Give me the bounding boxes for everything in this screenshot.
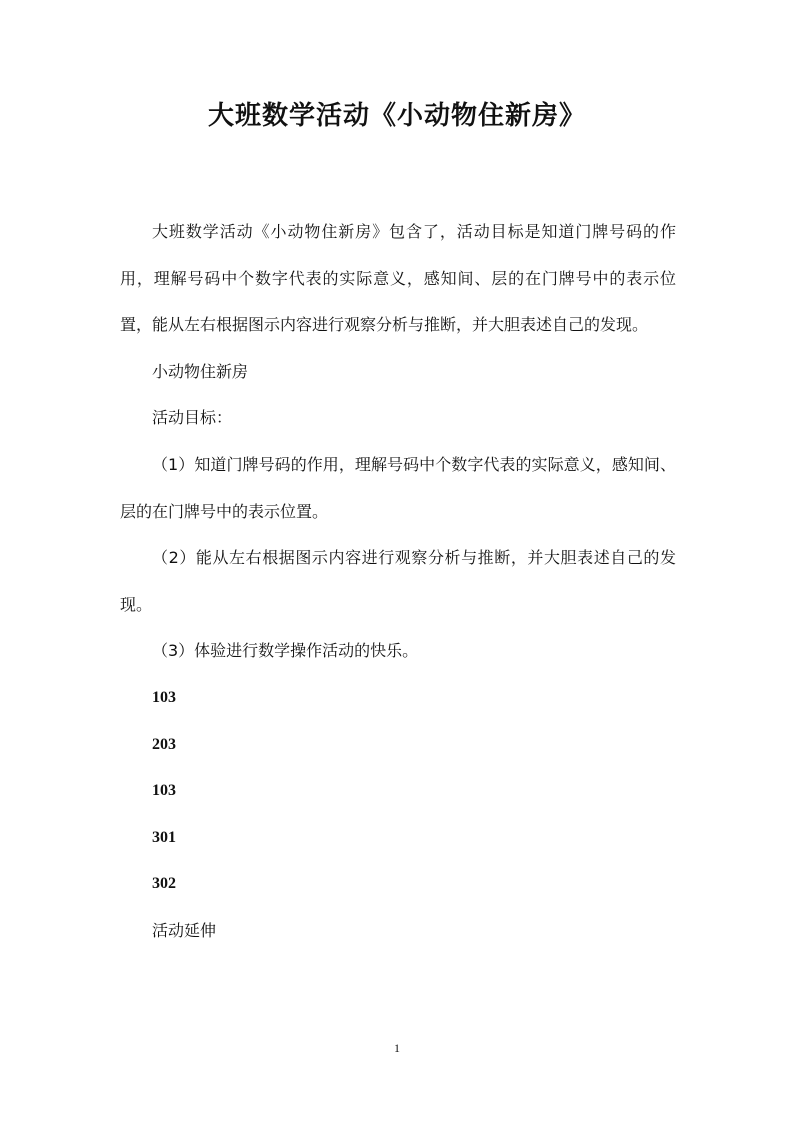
section-heading-goals: 活动目标：	[152, 408, 233, 428]
room-number-1: 103	[152, 688, 176, 706]
section-heading-extension: 活动延伸	[152, 920, 217, 940]
document-body	[120, 209, 676, 955]
intro-paragraph: 大班数学活动《小动物住新房》包含了，活动目标是知道门牌号码的作用，理解号码中个数字代表的实际意义，感知间、层的在门牌号中的表示位置，能从左右根据图示内容进行观察分析与推断，并大胆表述自己的发现。	[120, 222, 676, 335]
page-number: 1	[394, 1041, 400, 1055]
goal-item-3: （3）体验进行数学操作活动的快乐。	[152, 641, 419, 661]
room-number-4: 301	[152, 828, 176, 846]
room-number-3: 103	[152, 782, 176, 800]
page-title: 大班数学活动《小动物住新房》	[207, 101, 586, 131]
section-heading-title: 小动物住新房	[152, 361, 249, 381]
goal-item-1: （1）知道门牌号码的作用，理解号码中个数字代表的实际意义，感知间、层的在门牌号中的表示位置。	[120, 454, 676, 521]
goal-item-2: （2）能从左右根据图示内容进行观察分析与推断，并大胆表述自己的发现。	[120, 548, 676, 614]
room-number-2: 203	[152, 735, 176, 753]
room-number-5: 302	[152, 875, 176, 893]
